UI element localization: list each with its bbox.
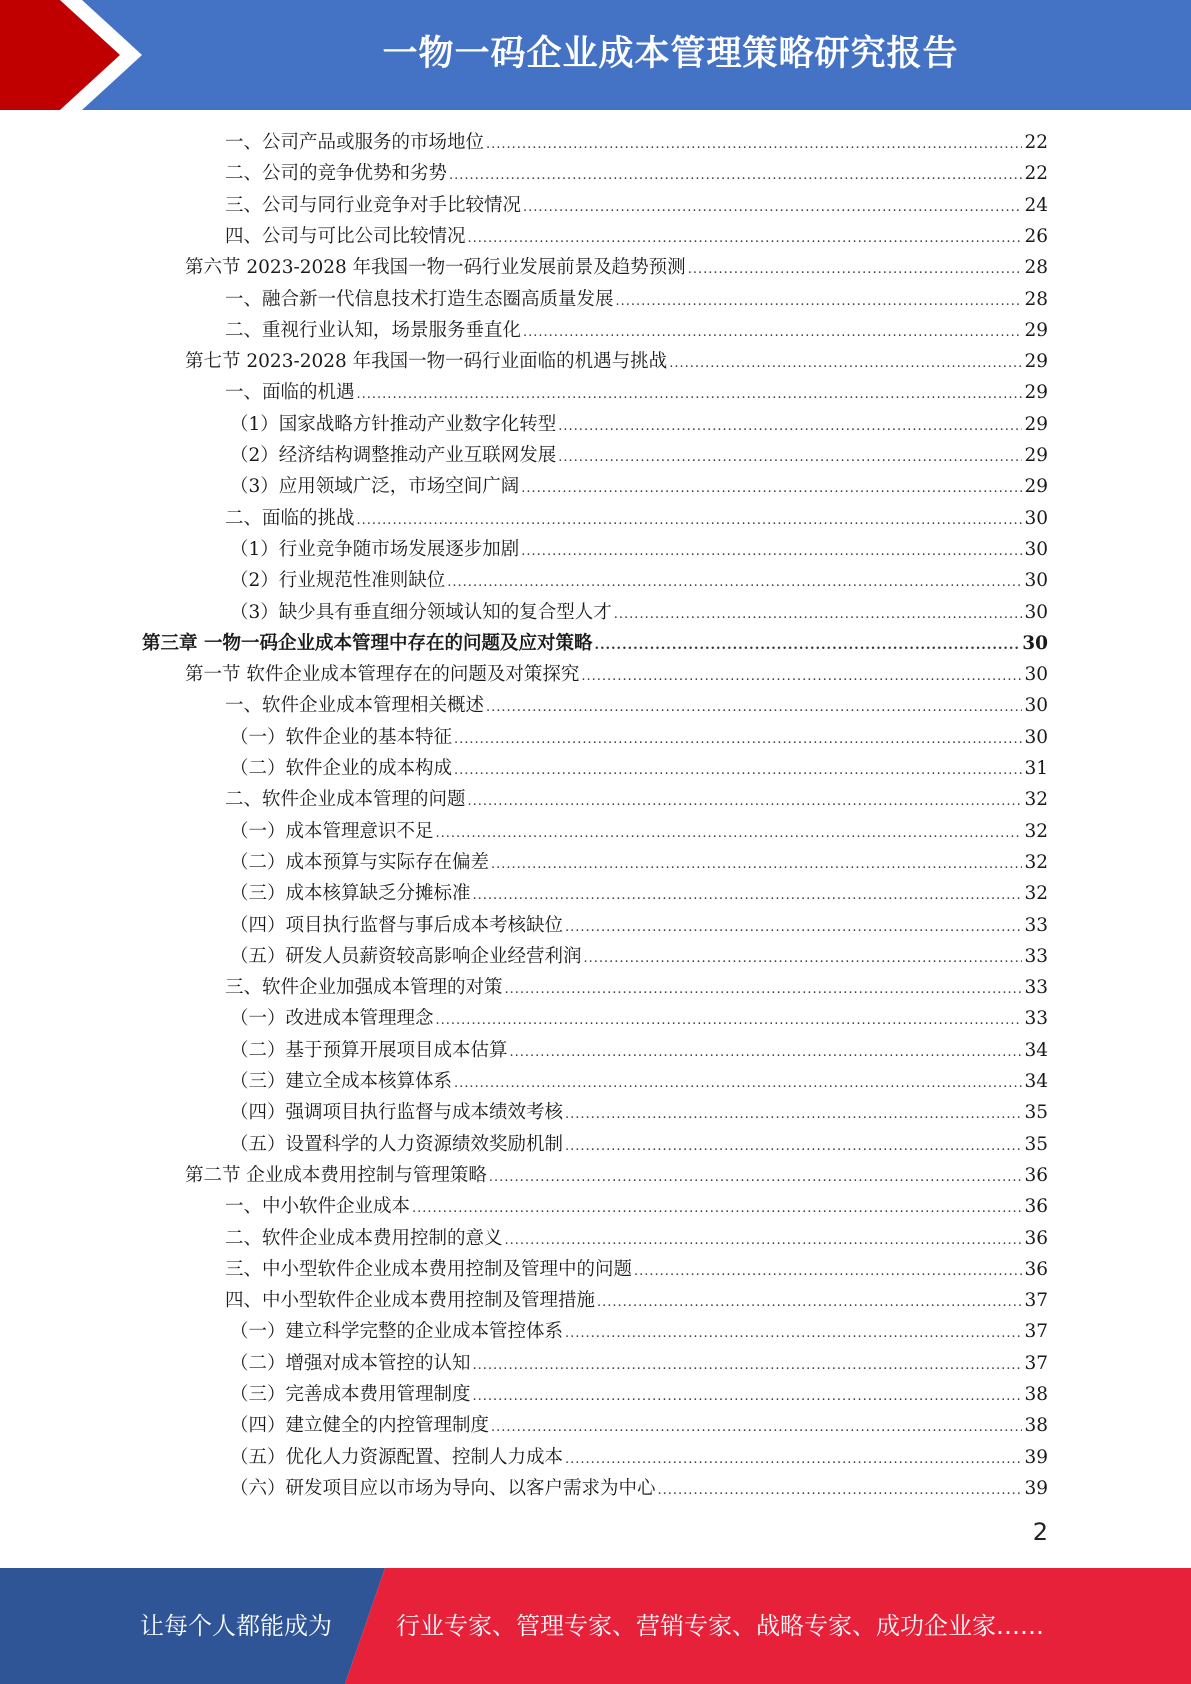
red-chevron-mark xyxy=(0,0,160,110)
toc-entry[interactable] xyxy=(225,158,1048,189)
toc-entry[interactable] xyxy=(230,1035,1048,1066)
toc-entry-title: 一、面临的机遇 xyxy=(225,382,355,404)
toc-entry-page: 30 xyxy=(1024,664,1048,686)
toc-entry-title: （四）强调项目执行监督与成本绩效考核 xyxy=(230,1102,564,1124)
toc-entry-title: 四、公司与可比公司比较情况 xyxy=(225,225,466,247)
toc-entry-title: （一）建立科学完整的企业成本管控体系 xyxy=(230,1321,564,1343)
toc-entry[interactable] xyxy=(185,1160,1048,1191)
toc-dot-leader xyxy=(688,254,1023,285)
toc-entry-title: 二、重视行业认知，场景服务垂直化 xyxy=(225,319,522,341)
toc-dot-leader xyxy=(565,1318,1022,1349)
toc-entry[interactable] xyxy=(225,127,1048,158)
toc-entry-page: 33 xyxy=(1024,914,1048,936)
toc-entry-title: （三）成本核算缺乏分摊标准 xyxy=(230,883,471,905)
toc-entry-title: （一）成本管理意识不足 xyxy=(230,820,434,842)
toc-entry-title: 一、融合新一代信息技术打造生态圈高质量发展 xyxy=(225,288,614,310)
toc-dot-leader xyxy=(669,348,1022,379)
toc-entry-page: 32 xyxy=(1024,883,1048,905)
toc-dot-leader xyxy=(505,1225,1023,1256)
toc-dot-leader xyxy=(454,1068,1022,1099)
toc-entry-title: （五）优化人力资源配置、控制人力成本 xyxy=(230,1446,564,1468)
toc-entry[interactable] xyxy=(230,1348,1048,1379)
toc-entry-title: （1）行业竞争随市场发展逐步加剧 xyxy=(230,538,520,560)
toc-entry-title: 一、公司产品或服务的市场地位 xyxy=(225,132,485,153)
toc-entry-title: （3）应用领域广泛，市场空间广阔 xyxy=(230,476,520,498)
toc-dot-leader xyxy=(521,473,1022,504)
toc-entry-page: 37 xyxy=(1024,1290,1048,1312)
toc-entry-title: 四、中小型软件企业成本费用控制及管理措施 xyxy=(225,1290,596,1312)
toc-entry-page: 28 xyxy=(1024,288,1048,310)
toc-entry-title: （三）建立全成本核算体系 xyxy=(230,1071,453,1092)
toc-dot-leader xyxy=(357,379,1023,410)
toc-entry-title: （二）成本预算与实际存在偏差 xyxy=(230,851,490,873)
toc-entry[interactable] xyxy=(185,659,1048,690)
toc-entry-page: 32 xyxy=(1024,851,1048,873)
toc-entry-title: 一、中小软件企业成本 xyxy=(225,1196,411,1218)
toc-entry-page: 33 xyxy=(1024,977,1048,999)
toc-entry-page: 37 xyxy=(1024,1321,1048,1343)
toc-entry-title: 三、中小型软件企业成本费用控制及管理中的问题 xyxy=(225,1258,633,1280)
toc-entry-title: 第三章 一物一码企业成本管理中存在的问题及应对策略 xyxy=(142,632,593,654)
toc-entry-page: 28 xyxy=(1024,257,1048,279)
toc-dot-leader xyxy=(505,974,1023,1005)
toc-entry-page: 29 xyxy=(1024,476,1048,498)
toc-entry-title: （五）设置科学的人力资源绩效奖励机制 xyxy=(230,1133,564,1155)
toc-entry-page: 29 xyxy=(1024,319,1048,341)
toc-entry-page: 22 xyxy=(1024,132,1048,153)
toc-entry[interactable] xyxy=(230,1066,1048,1097)
toc-entry-page: 36 xyxy=(1024,1258,1048,1280)
page-header xyxy=(0,0,1191,110)
toc-entry-title: （四）项目执行监督与事后成本考核缺位 xyxy=(230,914,564,936)
toc-entry[interactable] xyxy=(230,722,1048,753)
toc-entry[interactable] xyxy=(230,471,1048,502)
toc-entry-page: 30 xyxy=(1024,695,1048,717)
toc-entry-title: 二、面临的挑战 xyxy=(225,507,355,529)
toc-entry-page: 29 xyxy=(1024,382,1048,404)
toc-dot-leader xyxy=(510,1037,1023,1068)
toc-entry-title: （一）改进成本管理理念 xyxy=(230,1008,434,1030)
toc-entry-title: （二）增强对成本管控的认知 xyxy=(230,1352,471,1374)
toc-entry-page: 29 xyxy=(1024,351,1048,373)
toc-entry-title: 三、软件企业加强成本管理的对策 xyxy=(225,977,503,999)
toc-entry-page: 30 xyxy=(1024,538,1048,560)
toc-dot-leader xyxy=(565,1131,1022,1162)
toc-dot-leader xyxy=(584,943,1023,974)
toc-entry-page: 38 xyxy=(1024,1415,1048,1437)
toc-entry-page: 32 xyxy=(1024,789,1048,811)
toc-dot-leader xyxy=(581,661,1022,692)
toc-entry-page: 33 xyxy=(1024,1008,1048,1030)
toc-entry-page: 38 xyxy=(1024,1384,1048,1405)
toc-entry[interactable] xyxy=(230,597,1048,628)
toc-entry[interactable] xyxy=(225,377,1048,408)
toc-entry[interactable] xyxy=(185,346,1048,377)
toc-entry[interactable] xyxy=(225,221,1048,252)
toc-dot-leader xyxy=(597,1287,1022,1318)
toc-dot-leader xyxy=(468,786,1023,817)
toc-entry[interactable] xyxy=(230,1379,1048,1410)
toc-entry-title: 二、软件企业成本费用控制的意义 xyxy=(225,1227,503,1249)
toc-entry[interactable] xyxy=(225,1254,1048,1285)
toc-entry[interactable] xyxy=(230,534,1048,565)
toc-dot-leader xyxy=(436,818,1023,849)
toc-dot-leader xyxy=(491,849,1022,880)
toc-dot-leader xyxy=(565,1444,1022,1475)
toc-dot-leader xyxy=(634,1256,1022,1287)
toc-dot-leader xyxy=(521,536,1022,567)
toc-entry-page: 36 xyxy=(1024,1196,1048,1218)
toc-entry-title: （一）软件企业的基本特征 xyxy=(230,726,453,748)
toc-entry-title: （四）建立健全的内控管理制度 xyxy=(230,1415,490,1437)
toc-entry-page: 31 xyxy=(1024,758,1048,779)
toc-dot-leader xyxy=(473,1350,1023,1381)
toc-dot-leader xyxy=(357,505,1023,536)
footer-slogan-left: 让每个人都能成为 xyxy=(140,1612,332,1640)
toc-entry-title: （三）完善成本费用管理制度 xyxy=(230,1384,471,1405)
toc-entry-page: 32 xyxy=(1024,820,1048,842)
toc-entry-page: 36 xyxy=(1024,1227,1048,1249)
toc-dot-leader xyxy=(658,1475,1023,1506)
toc-dot-leader xyxy=(523,317,1022,348)
toc-entry[interactable] xyxy=(225,1223,1048,1254)
toc-entry[interactable] xyxy=(230,1316,1048,1347)
toc-entry[interactable] xyxy=(230,1442,1048,1473)
toc-entry-title: （2）行业规范性准则缺位 xyxy=(230,570,446,592)
toc-entry-title: （六）研发项目应以市场为导向、以客户需求为中心 xyxy=(230,1477,656,1499)
toc-entry[interactable] xyxy=(230,440,1048,471)
toc-dot-leader xyxy=(523,192,1022,223)
toc-entry[interactable] xyxy=(230,910,1048,941)
toc-entry[interactable] xyxy=(230,409,1048,440)
toc-entry-title: （3）缺少具有垂直细分领域认知的复合型人才 xyxy=(230,601,612,623)
toc-entry[interactable] xyxy=(185,252,1048,283)
toc-entry-title: （二）基于预算开展项目成本估算 xyxy=(230,1039,508,1061)
page-footer xyxy=(0,1568,1191,1684)
toc-entry-title: 一、软件企业成本管理相关概述 xyxy=(225,695,485,717)
toc-entry[interactable] xyxy=(230,847,1048,878)
toc-dot-leader xyxy=(558,411,1022,442)
toc-entry-page: 30 xyxy=(1024,570,1048,592)
toc-dot-leader xyxy=(454,755,1022,786)
toc-entry[interactable] xyxy=(230,1473,1048,1504)
toc-dot-leader xyxy=(486,129,1022,160)
toc-entry-page: 33 xyxy=(1024,945,1048,967)
toc-entry[interactable] xyxy=(142,628,1048,659)
toc-entry-page: 30 xyxy=(1022,632,1048,654)
toc-entry[interactable] xyxy=(230,941,1048,972)
toc-entry[interactable] xyxy=(225,284,1048,315)
toc-entry[interactable] xyxy=(230,1097,1048,1128)
toc-dot-leader xyxy=(454,724,1022,755)
toc-entry[interactable] xyxy=(230,565,1048,596)
toc-entry-title: （五）研发人员薪资较高影响企业经营利润 xyxy=(230,945,582,967)
toc-entry[interactable] xyxy=(230,816,1048,847)
toc-entry-page: 39 xyxy=(1024,1477,1048,1499)
toc-entry-title: （1）国家战略方针推动产业数字化转型 xyxy=(230,413,557,435)
toc-dot-leader xyxy=(558,442,1022,473)
toc-entry[interactable] xyxy=(225,190,1048,221)
page-number: 2 xyxy=(1032,1518,1048,1546)
report-title: 一物一码企业成本管理策略研究报告 xyxy=(382,34,959,74)
toc-entry-page: 24 xyxy=(1024,194,1048,216)
toc-entry[interactable] xyxy=(230,753,1048,784)
toc-dot-leader xyxy=(473,880,1023,911)
toc-entry[interactable] xyxy=(230,878,1048,909)
toc-entry-page: 35 xyxy=(1024,1133,1048,1155)
toc-entry-page: 37 xyxy=(1024,1352,1048,1374)
toc-dot-leader xyxy=(565,912,1022,943)
toc-entry[interactable] xyxy=(225,1191,1048,1222)
toc-dot-leader xyxy=(468,223,1023,254)
toc-dot-leader xyxy=(412,1193,1022,1224)
toc-entry[interactable] xyxy=(230,1410,1048,1441)
toc-dot-leader xyxy=(436,1005,1023,1036)
toc-entry-page: 29 xyxy=(1024,413,1048,435)
toc-entry-page: 29 xyxy=(1024,445,1048,466)
toc-entry-title: 第二节 企业成本费用控制与管理策略 xyxy=(185,1164,487,1186)
toc-entry[interactable] xyxy=(225,690,1048,721)
toc-entry-page: 26 xyxy=(1024,225,1048,247)
toc-dot-leader xyxy=(449,160,1022,191)
toc-entry-page: 35 xyxy=(1024,1102,1048,1124)
toc-entry[interactable] xyxy=(225,315,1048,346)
toc-dot-leader xyxy=(594,630,1020,661)
toc-entry-page: 34 xyxy=(1024,1039,1048,1061)
toc-entry-title: 第一节 软件企业成本管理存在的问题及对策探究 xyxy=(185,664,580,686)
toc-entry[interactable] xyxy=(225,784,1048,815)
footer-slogan-right: 行业专家、管理专家、营销专家、战略专家、成功企业家…… xyxy=(396,1612,1044,1640)
toc-entry-title: 二、公司的竞争优势和劣势 xyxy=(225,163,448,185)
toc-entry-title: 第七节 2023-2028 年我国一物一码行业面临的机遇与挑战 xyxy=(185,351,668,373)
toc-entry[interactable] xyxy=(225,503,1048,534)
toc-entry-page: 36 xyxy=(1024,1164,1048,1186)
toc-entry-page: 34 xyxy=(1024,1071,1048,1092)
toc-entry[interactable] xyxy=(225,1285,1048,1316)
toc-entry-page: 39 xyxy=(1024,1446,1048,1468)
toc-entry-title: 第六节 2023-2028 年我国一物一码行业发展前景及趋势预测 xyxy=(185,257,686,279)
toc-entry[interactable] xyxy=(230,1129,1048,1160)
toc-dot-leader xyxy=(491,1412,1022,1443)
toc-entry-title: （2）经济结构调整推动产业互联网发展 xyxy=(230,445,557,466)
toc-dot-leader xyxy=(473,1381,1023,1412)
toc-dot-leader xyxy=(486,692,1022,723)
toc-dot-leader xyxy=(447,567,1022,598)
toc-entry-page: 22 xyxy=(1024,163,1048,185)
toc-dot-leader xyxy=(489,1162,1023,1193)
toc-entry-title: （二）软件企业的成本构成 xyxy=(230,758,453,779)
toc-entry-title: 三、公司与同行业竞争对手比较情况 xyxy=(225,194,522,216)
toc-dot-leader xyxy=(614,599,1023,630)
toc-dot-leader xyxy=(565,1099,1022,1130)
toc-entry-page: 30 xyxy=(1024,601,1048,623)
toc-entry-page: 30 xyxy=(1024,507,1048,529)
toc-entry-page: 30 xyxy=(1024,726,1048,748)
toc-entry[interactable] xyxy=(225,972,1048,1003)
toc-entry-title: 二、软件企业成本管理的问题 xyxy=(225,789,466,811)
toc-dot-leader xyxy=(616,286,1023,317)
toc-entry[interactable] xyxy=(230,1003,1048,1034)
